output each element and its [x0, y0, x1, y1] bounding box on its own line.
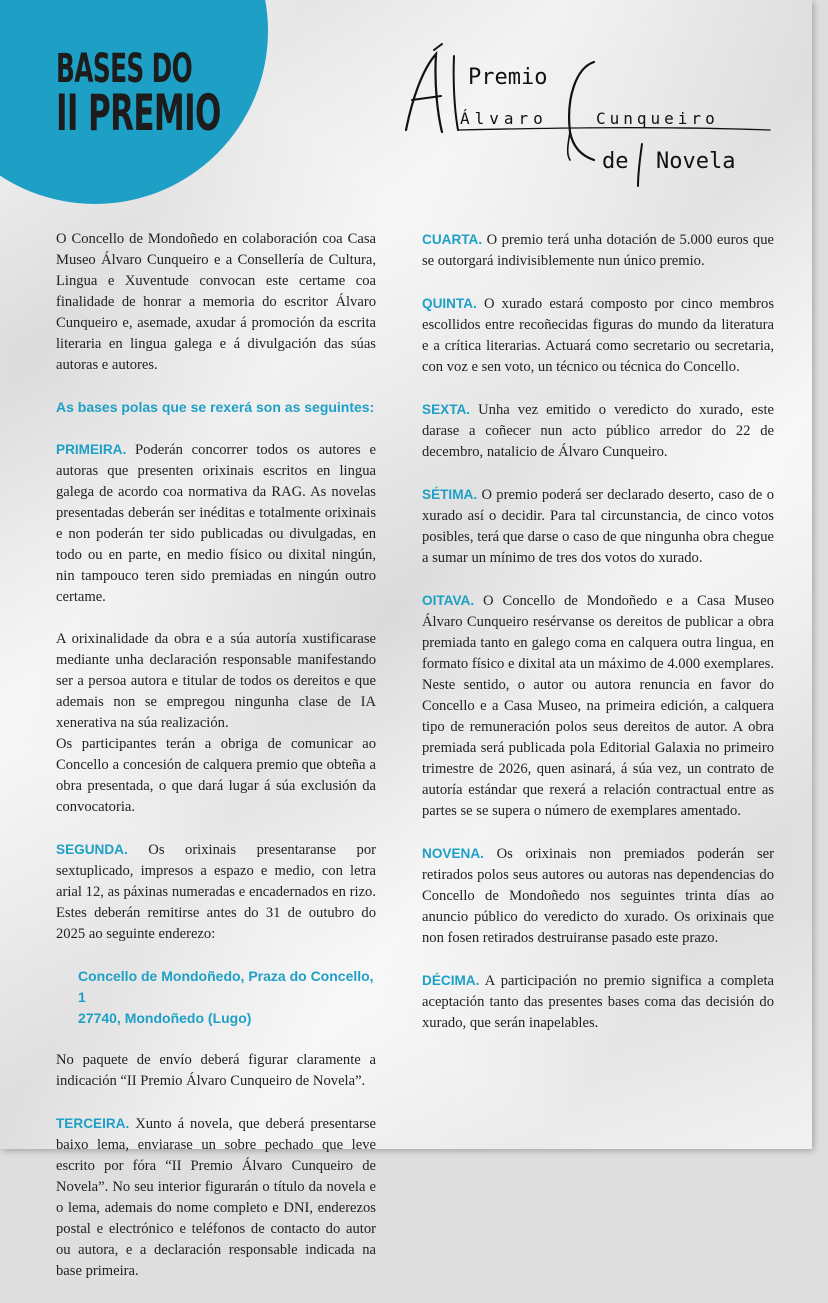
- logo-premio-text: Premio: [468, 65, 548, 90]
- decima-label: DÉCIMA.: [422, 973, 480, 988]
- terceira-label: TERCEIRA.: [56, 1116, 130, 1131]
- premio-alvaro-cunqueiro-logo: [398, 48, 776, 188]
- sexta-paragraph: [422, 399, 774, 463]
- logo-alvaro-text: Álvaro: [460, 109, 548, 128]
- quinta-text: O xurado estará composto por cinco membros escollidos entre recoñecidas figuras do mundo da literatura e a crítica literarias. Actuará como secretario ou secretaria, con voz e sen voto, un técnico ou técnica do Concello.: [422, 296, 774, 375]
- page-title: [56, 46, 221, 142]
- segunda-label: SEGUNDA.: [56, 842, 128, 857]
- logo-cunqueiro-text: Cunqueiro: [596, 109, 719, 128]
- terceira-text: Xunto á novela, que deberá presentarse baixo lema, enviarase un sobre pechado que leve escrito por fóra “II Premio Álvaro Cunqueiro de Novela”. No seu interior figurarán o título da novela e o lema, ademais do nome completo e DNI, enderezos postal e electrónico e teléfonos de contacto do autor ou autora, e a declaración responsable indicada na base primeira.: [56, 1116, 376, 1279]
- primeira-paragraph-3: Os participantes terán a obriga de comunicar ao Concello a concesión de calquera premio que obteña a obra presentada, o que dará lugar á súa exclusión da convocatoria.: [56, 736, 376, 815]
- cuarta-paragraph: [422, 229, 774, 272]
- title-line-2: II PREMIO: [56, 84, 221, 142]
- oitava-label: OITAVA.: [422, 593, 475, 608]
- bases-subtitle: As bases polas que se rexerá son as seguintes:: [56, 399, 375, 415]
- primeira-paragraph: [56, 439, 376, 608]
- quinta-label: QUINTA.: [422, 296, 477, 311]
- segunda-text: Os orixinais presentaranse por sextuplicado, impresos a espazo e medio, con letra arial 12, as páxinas numeradas e encadernados en rizo. Estes deberán remitirse antes do 31 de outubro do 2025 ao seguinte enderezo:: [56, 842, 376, 942]
- logo-novela-text: Novela: [656, 149, 736, 174]
- cuarta-label: CUARTA.: [422, 232, 483, 247]
- primeira-text: Poderán concorrer todos os autores e autoras que presenten orixinais escritos en lingua galega de acordo coa normativa da RAG. As novelas presentadas deberán ser inéditas e totalmente orixinais e non poderán ter sido publicadas ou divulgadas, en todo ou en parte, en medio físico ou dixital ningún, nin tampouco teren sido premiadas en ningún outro certame.: [56, 442, 376, 605]
- setima-label: SÉTIMA.: [422, 487, 478, 502]
- decima-paragraph: [422, 970, 774, 1034]
- oitava-paragraph: [422, 590, 774, 822]
- oitava-text: O Concello de Mondoñedo e a Casa Museo Álvaro Cunqueiro resérvanse os dereitos de publicar a obra premiada tanto en galego coma en calquera outra lingua, en formato físico e dixital ata un máximo de 4.000 exemplares. Neste sentido, o autor ou autora renuncia en favor do Concello e a Casa Museo, na primeira edición, a calquera tipo de remuneración polos seus dereitos de autor. A obra premiada será publicada pola Editorial Galaxia no primeiro trimestre de 2026, quen asinará, á súa vez, un contrato de autoría estándar que rexerá a relación contractual entre as partes se se supera o número de exemplares amentado.: [422, 593, 774, 819]
- address-line-2: 27740, Mondoñedo (Lugo): [78, 1010, 252, 1026]
- logo-de-text: de: [602, 149, 629, 174]
- novena-label: NOVENA.: [422, 846, 484, 861]
- setima-text: O premio poderá ser declarado deserto, caso de o xurado así o decidir. Para tal circunstancia, de cinco votos posibles, terá que darse o caso de que ningunha obra chegue a sumar un mínimo de tres dos votos do xurado.: [422, 487, 774, 566]
- setima-paragraph: [422, 484, 774, 569]
- terceira-paragraph: [56, 1113, 376, 1282]
- quinta-paragraph: [422, 293, 774, 378]
- sexta-label: SEXTA.: [422, 402, 471, 417]
- title-line-1: BASES DO: [56, 46, 193, 92]
- address-line-1: Concello de Mondoñedo, Praza do Concello, 1: [78, 968, 374, 1005]
- intro-paragraph: O Concello de Mondoñedo en colaboración coa Casa Museo Álvaro Cunqueiro e a Consellería de Cultura, Lingua e Xuventude convocan este certame coa finalidade de honrar a memoria do escritor Álvaro Cunqueiro e, asemade, axudar á promoción da escrita literaria en lingua galega e á divulgación das súas autoras e autores.: [56, 231, 376, 373]
- sexta-text: Unha vez emitido o veredicto do xurado, este darase a coñecer nun acto público arredor do 22 de decembro, natalicio de Álvaro Cunqueiro.: [422, 402, 774, 460]
- primeira-label: PRIMEIRA.: [56, 442, 127, 457]
- cuarta-text: O premio terá unha dotación de 5.000 euros que se outorgará indivisiblemente nun único premio.: [422, 232, 774, 269]
- primeira-paragraph-2: A orixinalidade da obra e a súa autoría xustificarase mediante unha declaración responsable manifestando ser a persoa autora e titular de todos os dereitos e que ademais non se empregou ningunha clase de IA xenerativa na súa realización.: [56, 631, 376, 731]
- segunda-paragraph: [56, 839, 376, 945]
- novena-text: Os orixinais non premiados poderán ser retirados polos seus autores ou autoras nas dependencias do Concello de Mondoñedo nos seguintes trinta días ao anuncio público do veredicto do xurado. Os orixinais que non fosen retirados destruiranse pasado este prazo.: [422, 846, 774, 946]
- left-column: [56, 229, 376, 1303]
- decima-text: A participación no premio significa a completa aceptación tanto das presentes bases coma das decisión do xurado, que serán inapelables.: [422, 973, 774, 1031]
- submission-address: [78, 966, 376, 1029]
- right-column: [422, 229, 774, 1055]
- segunda-paragraph-2: No paquete de envío deberá figurar claramente a indicación “II Premio Álvaro Cunqueiro de Novela”.: [56, 1052, 376, 1089]
- novena-paragraph: [422, 843, 774, 949]
